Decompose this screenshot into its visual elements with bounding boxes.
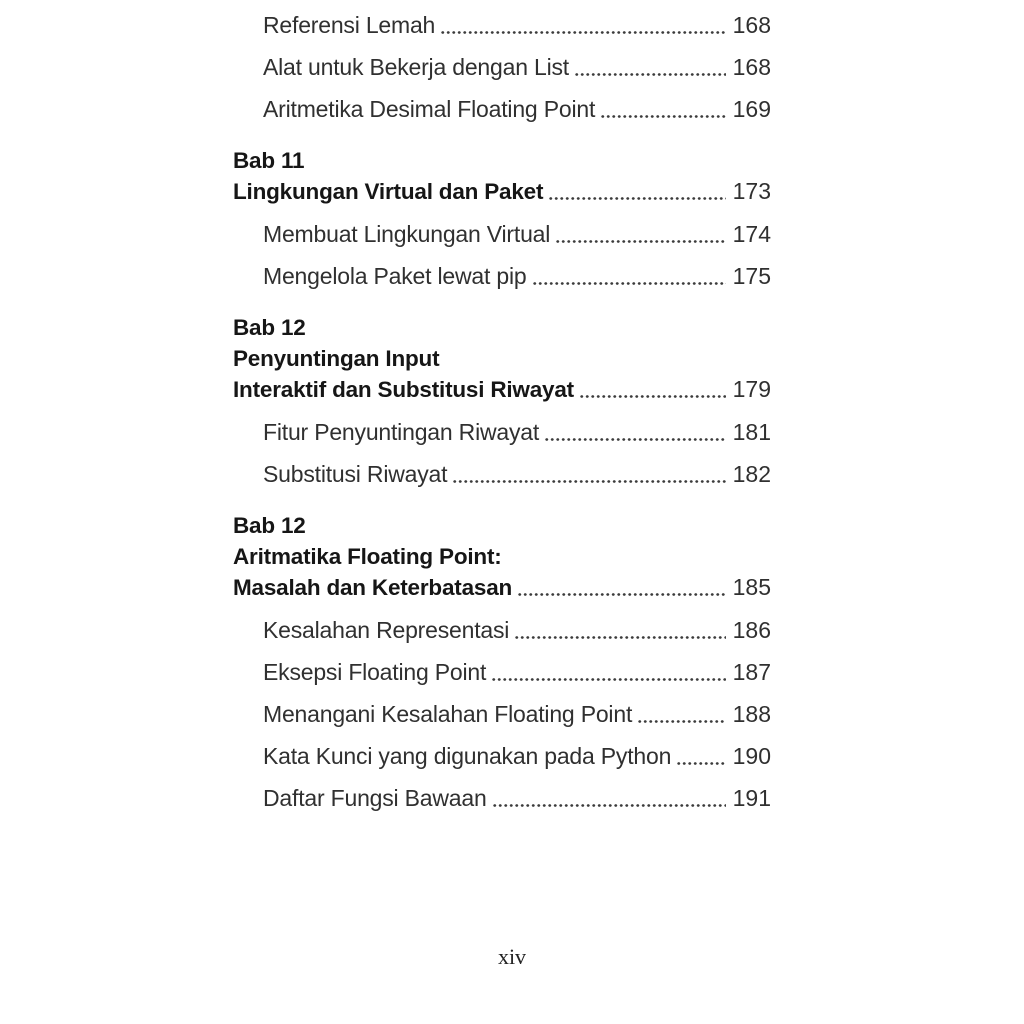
- chapter-title-dotted-row: [233, 572, 771, 603]
- toc-entry: [233, 255, 771, 297]
- chapter-block: [233, 312, 771, 405]
- chapter-number: Bab 11: [233, 147, 305, 173]
- toc-entry-label: Substitusi Riwayat: [263, 460, 448, 487]
- dot-leader: [491, 651, 725, 693]
- toc-entry-page: 174: [732, 220, 771, 247]
- toc-entry-page: 168: [732, 53, 771, 80]
- toc-entry-label: Mengelola Paket lewat pip: [263, 262, 527, 289]
- dot-leader: [548, 176, 725, 207]
- dot-leader: [440, 4, 725, 46]
- chapter-title-dotted-row: [233, 374, 771, 405]
- chapter-number: Bab 12: [233, 314, 306, 340]
- dot-leader: [544, 411, 726, 453]
- toc-entry-label: Eksepsi Floating Point: [263, 658, 487, 685]
- toc-entry: [233, 4, 771, 46]
- toc-entry-page: 168: [732, 11, 771, 38]
- chapter-page: 185: [732, 574, 771, 600]
- toc-entry-page: 191: [732, 784, 771, 811]
- toc-entry-label: Daftar Fungsi Bawaan: [263, 784, 487, 811]
- toc-entry-label: Alat untuk Bekerja dengan List: [263, 53, 569, 80]
- dot-leader: [452, 453, 725, 495]
- toc-entry: [233, 46, 771, 88]
- toc-entry-label: Referensi Lemah: [263, 11, 436, 38]
- toc-entry-page: 181: [732, 418, 771, 445]
- toc-entry-page: 175: [732, 262, 771, 289]
- dot-leader: [517, 572, 726, 603]
- toc-entry-page: 188: [732, 700, 771, 727]
- chapter-title-line: Interaktif dan Substitusi Riwayat: [233, 376, 574, 402]
- dot-leader: [676, 735, 725, 777]
- dot-leader: [555, 213, 725, 255]
- toc-entry-label: Kesalahan Representasi: [263, 616, 510, 643]
- dot-leader: [637, 693, 725, 735]
- toc-entry-page: 182: [732, 460, 771, 487]
- toc-entry-label: Kata Kunci yang digunakan pada Python: [263, 742, 672, 769]
- chapter-title-line: Masalah dan Keterbatasan: [233, 574, 513, 600]
- toc-entry-page: 169: [732, 95, 771, 122]
- chapter-title-line: Penyuntingan Input: [233, 345, 440, 371]
- toc-entry: [233, 777, 771, 819]
- chapter-number: Bab 12: [233, 512, 306, 538]
- toc-entry: [233, 735, 771, 777]
- footer-page-number: xiv: [497, 944, 527, 969]
- toc-entry-label: Fitur Penyuntingan Riwayat: [263, 418, 540, 445]
- chapter-title-line: Lingkungan Virtual dan Paket: [233, 178, 544, 204]
- toc-entry-label: Menangani Kesalahan Floating Point: [263, 700, 633, 727]
- chapter-title-line: Aritmatika Floating Point:: [233, 543, 502, 569]
- toc-entry-label: Membuat Lingkungan Virtual: [263, 220, 551, 247]
- toc-entry-label: Aritmetika Desimal Floating Point: [263, 95, 596, 122]
- dot-leader: [579, 374, 726, 405]
- dot-leader: [574, 46, 726, 88]
- dot-leader: [514, 609, 725, 651]
- dot-leader: [600, 88, 725, 130]
- chapter-title-dotted-row: [233, 176, 771, 207]
- chapter-page: 179: [732, 376, 771, 402]
- chapter-page: 173: [732, 178, 771, 204]
- chapter-block: [233, 510, 771, 603]
- toc-entry: [233, 651, 771, 693]
- toc-entry-page: 190: [732, 742, 771, 769]
- toc-entry: [233, 411, 771, 453]
- chapter-block: [233, 145, 771, 207]
- dot-leader: [532, 255, 726, 297]
- toc-entry: [233, 609, 771, 651]
- toc-entry: [233, 693, 771, 735]
- toc-entry: [233, 88, 771, 130]
- toc-entry: [233, 453, 771, 495]
- toc-entry: [233, 213, 771, 255]
- table-of-contents: [233, 4, 771, 819]
- dot-leader: [492, 777, 726, 819]
- toc-entry-page: 187: [732, 658, 771, 685]
- toc-entry-page: 186: [732, 616, 771, 643]
